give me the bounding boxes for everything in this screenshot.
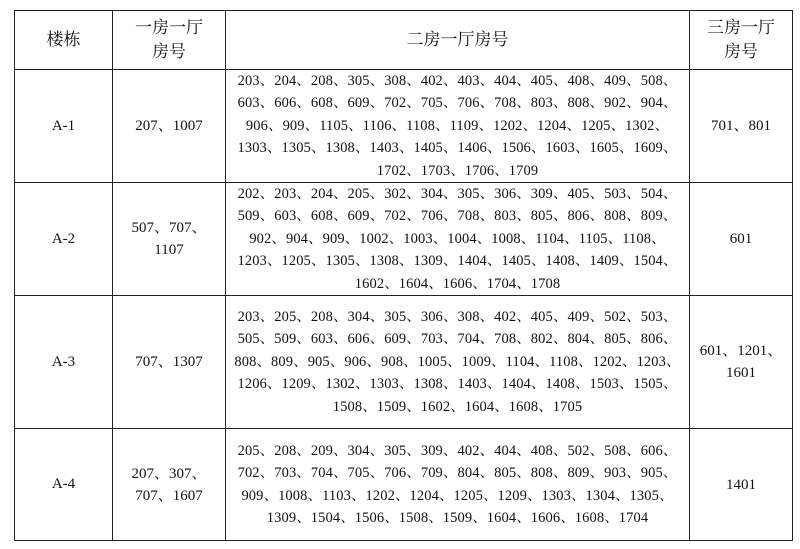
room-allocation-table <box>14 10 793 541</box>
header-one-bed-label: 一房一厅 房号 <box>135 18 203 62</box>
table-row <box>15 70 793 183</box>
two-bed-cell: 202、203、204、205、302、304、305、306、309、405、503、504、509、603、608、609、702、706、708、803、805、806、808、809、902、904、909、1002、1003、1004、1008、1104、1105、1108、1203、1205、1305、1308、1309、1404、1405、1408、1409、1504、1602、1604、1606、1704、1708 <box>226 183 690 296</box>
header-row <box>15 11 793 70</box>
building-cell: A-3 <box>15 296 113 429</box>
building-cell: A-4 <box>15 429 113 541</box>
header-three-bed-label: 三房一厅 房号 <box>707 18 775 62</box>
one-bed-cell: 207、307、707、1607 <box>113 429 226 541</box>
three-bed-cell: 601 <box>690 183 793 296</box>
header-three-bed <box>690 11 793 70</box>
building-cell: A-1 <box>15 70 113 183</box>
room-table-container <box>14 10 793 541</box>
table-row <box>15 183 793 296</box>
two-bed-cell: 203、204、208、305、308、402、403、404、405、408、409、508、603、606、608、609、702、705、706、708、803、808、902、904、906、909、1105、1106、1108、1109、1202、1204、1205、1302、1303、1305、1308、1403、1405、1406、1506、1603、1605、1609、1702、1703、1706、1709 <box>226 70 690 183</box>
table-row <box>15 296 793 429</box>
header-building: 楼栋 <box>15 11 113 70</box>
header-one-bed <box>113 11 226 70</box>
one-bed-cell: 507、707、1107 <box>113 183 226 296</box>
three-bed-cell: 701、801 <box>690 70 793 183</box>
table-row <box>15 429 793 541</box>
header-two-bed: 二房一厅房号 <box>226 11 690 70</box>
two-bed-cell: 203、205、208、304、305、306、308、402、405、409、502、503、505、509、603、606、609、703、704、708、802、804、805、806、808、809、905、906、908、1005、1009、1104、1108、1202、1203、1206、1209、1302、1303、1308、1403、1404、1408、1503、1505、1508、1509、1602、1604、1608、1705 <box>226 296 690 429</box>
building-cell: A-2 <box>15 183 113 296</box>
three-bed-cell: 1401 <box>690 429 793 541</box>
two-bed-cell: 205、208、209、304、305、309、402、404、408、502、508、606、702、703、704、705、706、709、804、805、808、809、903、905、909、1008、1103、1202、1204、1205、1209、1303、1304、1305、1309、1504、1506、1508、1509、1604、1606、1608、1704 <box>226 429 690 541</box>
three-bed-cell: 601、1201、1601 <box>690 296 793 429</box>
one-bed-cell: 207、1007 <box>113 70 226 183</box>
one-bed-cell: 707、1307 <box>113 296 226 429</box>
